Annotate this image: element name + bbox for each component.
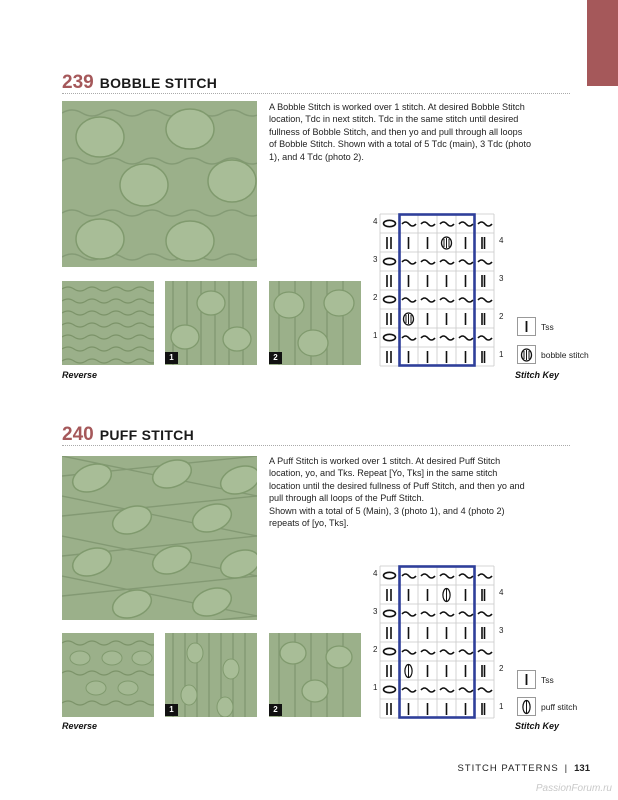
key-tss-icon-box: [517, 670, 536, 689]
section-header-239: [62, 72, 217, 94]
photo-badge-1: 1: [165, 704, 178, 716]
footer-separator: |: [564, 763, 569, 774]
tss-icon: [518, 318, 535, 335]
main-swatch-photo-239: [62, 101, 257, 267]
reverse-swatch-photo-239: [62, 281, 154, 365]
chart-row-label-right: 4: [499, 588, 504, 597]
chart-row-label-right: 1: [499, 350, 504, 359]
chart-row-label: 1: [373, 331, 378, 340]
page-footer: [457, 763, 590, 774]
chart-row-label: 4: [373, 217, 378, 226]
key-label: bobble stitch: [541, 350, 589, 360]
reverse-caption: Reverse: [62, 370, 98, 380]
puff-stitch-icon: [518, 698, 535, 715]
chart-grid: [370, 212, 500, 368]
chart-row-label: 3: [373, 607, 378, 616]
chart-row-label: 2: [373, 293, 378, 302]
section-title: BOBBLE STITCH: [99, 75, 218, 91]
description-paragraph: A Bobble Stitch is worked over 1 stitch. At desired Bobble Stitch location, Tdc in next stitch. Tdc in the same stitch until desired fullness of Bobble Stitch, and then yo and pull through all loops of Bobble Stitch. Shown with a total of 5 Tdc (main), 3 Tdc (photo 1), and 4 Tdc (photo 2).: [269, 102, 532, 162]
watermark-text: PassionForum.ru: [535, 783, 612, 794]
swatch-photo-1-239: [165, 281, 257, 365]
section-number: 239: [62, 72, 94, 93]
key-puff-icon-box: [517, 697, 536, 716]
stitch-key-caption: Stitch Key: [515, 721, 560, 731]
section-description-240: [269, 455, 531, 529]
section-description-239: [269, 101, 531, 163]
reverse-caption: Reverse: [62, 721, 98, 731]
bobble-stitch-icon: [518, 346, 535, 363]
page-number: 131: [574, 763, 590, 774]
chart-row-label: 1: [373, 683, 378, 692]
key-bobble-icon-box: [517, 345, 536, 364]
stitch-key-caption: Stitch Key: [515, 370, 560, 380]
description-paragraph: Shown with a total of 5 (Main), 3 (photo 1), and 4 (photo 2) repeats of [yo, Tks].: [269, 505, 505, 529]
section-rule: [62, 445, 570, 446]
photo-badge-1: 1: [165, 352, 178, 364]
section-number: 240: [62, 424, 94, 445]
chart-row-label: 4: [373, 569, 378, 578]
swatch-photo-1-240: [165, 633, 257, 717]
chart-row-label: 3: [373, 255, 378, 264]
chart-row-label: 2: [373, 645, 378, 654]
chart-grid: [370, 564, 500, 720]
reverse-swatch-photo-240: [62, 633, 154, 717]
key-tss-icon-box: [517, 317, 536, 336]
section-header-240: [62, 424, 194, 446]
key-label: puff stitch: [541, 702, 578, 712]
chart-row-label-right: 3: [499, 626, 504, 635]
chart-row-label-right: 2: [499, 664, 504, 673]
description-paragraph: A Puff Stitch is worked over 1 stitch. At desired Puff Stitch location, yo, and Tks. Repeat [Yo, Tks] in the same stitch location until the desired fullness of Puff Stitch, and then yo and pull through all loops of the Puff Stitch.: [269, 456, 525, 504]
footer-label: STITCH PATTERNS: [457, 763, 559, 774]
chart-row-label-right: 2: [499, 312, 504, 321]
key-label: Tss: [541, 675, 554, 685]
key-label: Tss: [541, 322, 554, 332]
chapter-tab: [587, 0, 618, 86]
main-swatch-photo-240: [62, 456, 257, 620]
section-title: PUFF STITCH: [99, 427, 194, 443]
section-rule: [62, 93, 570, 94]
tss-icon: [518, 671, 535, 688]
chart-row-label-right: 4: [499, 236, 504, 245]
photo-badge-2: 2: [269, 352, 282, 364]
swatch-photo-2-240: [269, 633, 361, 717]
chart-row-label-right: 3: [499, 274, 504, 283]
swatch-photo-2-239: [269, 281, 361, 365]
photo-badge-2: 2: [269, 704, 282, 716]
chart-row-label-right: 1: [499, 702, 504, 711]
